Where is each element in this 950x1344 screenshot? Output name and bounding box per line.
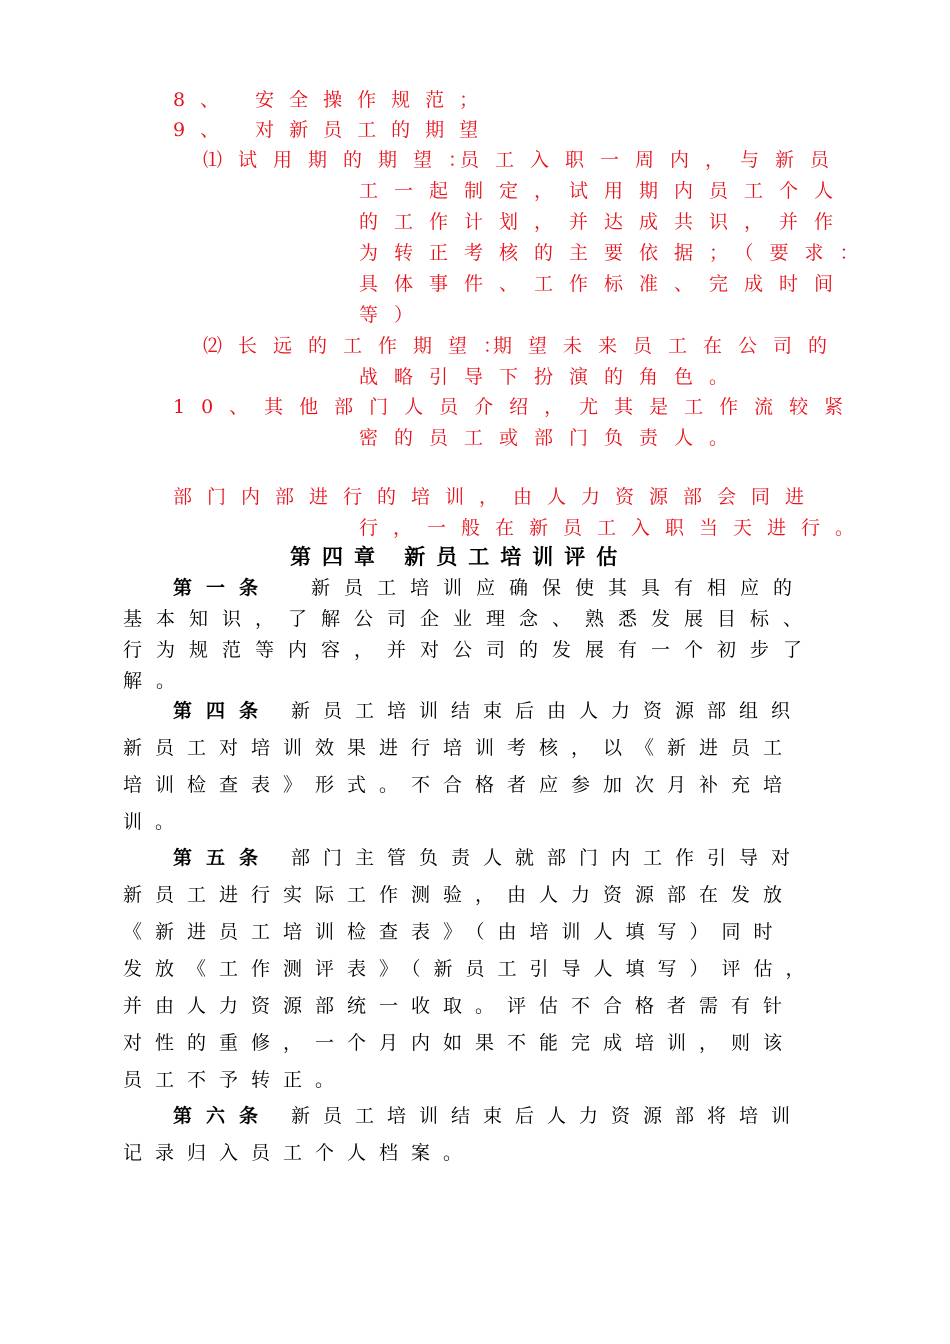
article-1-heading: 第一条 — [173, 577, 273, 599]
training-note-line-1: 行，一般在新员工入职当天进行。 — [359, 517, 870, 539]
sub-item-1-line-3: 为转正考核的主要依据；（要求： — [359, 242, 875, 264]
sub-item-1-line-5: 等） — [359, 304, 430, 326]
article-4-first-line: 新员工培训结束后由人力资源部组织 — [291, 700, 804, 722]
chapter-title: 第四章 新员工培训评估 — [290, 545, 629, 569]
sub-item-2-line-0: 期望未来员工在公司的 — [493, 335, 844, 357]
article-4-heading: 第四条 — [173, 700, 273, 722]
article-5-line-5: 员工不予转正。 — [123, 1069, 348, 1091]
article-5-heading: 第五条 — [173, 847, 273, 869]
sub-item-2-label: ⑵长远的工作期望： — [203, 335, 519, 357]
article-5-line-1: 《新进员工培训检查表》（由培训人填写）同时 — [123, 921, 786, 943]
article-1-line-0: 基本知识，了解公司企业理念、熟悉发展目标、 — [123, 608, 817, 630]
list-item-8: 8、 安全操作规范； — [173, 89, 494, 111]
list-item-10-line-0: 10、其他部门人员介绍，尤其是工作流较紧 — [173, 396, 860, 418]
article-6-first-line: 新员工培训结束后人力资源部将培训 — [291, 1105, 804, 1127]
article-6-line-0: 记录归入员工个人档案。 — [123, 1142, 476, 1164]
article-1-line-2: 解。 — [123, 670, 190, 692]
sub-item-1-line-4: 具体事件、工作标准、完成时间 — [359, 273, 850, 295]
sub-item-1-line-1: 工一起制定，试用期内员工个人 — [359, 180, 850, 202]
article-5-first-line: 部门主管负责人就部门内工作引导对 — [291, 847, 804, 869]
list-item-10-line-1: 密的员工或部门负责人。 — [359, 427, 745, 449]
article-5-line-2: 发放《工作测评表》（新员工引导人填写）评估， — [123, 958, 818, 980]
sub-item-1-line-0: 员工入职一周内，与新员 — [460, 149, 846, 171]
article-4-line-1: 培训检查表》形式。不合格者应参加次月补充培 — [123, 774, 796, 796]
article-6-heading: 第六条 — [173, 1105, 273, 1127]
sub-item-1-label: ⑴试用期的期望： — [203, 149, 484, 171]
training-note-line-0: 部门内部进行的培训，由人力资源部会同进 — [173, 486, 820, 508]
article-1-first-line: 新员工培训应确保使其具有相应的 — [311, 577, 807, 599]
sub-item-1-line-2: 的工作计划，并达成共识，并作 — [359, 211, 850, 233]
list-item-9: 9、 对新员工的期望 — [173, 119, 494, 141]
article-4-line-2: 训。 — [123, 811, 188, 833]
article-5-line-0: 新员工进行实际工作测验，由人力资源部在发放 — [123, 884, 796, 906]
sub-item-2-line-1: 战略引导下扮演的角色。 — [359, 366, 745, 388]
article-4-line-0: 新员工对培训效果进行培训考核，以《新进员工 — [123, 737, 796, 759]
article-1-line-1: 行为规范等内容，并对公司的发展有一个初步了 — [123, 639, 817, 661]
article-5-line-3: 并由人力资源部统一收取。评估不合格者需有针 — [123, 995, 796, 1017]
article-5-line-4: 对性的重修，一个月内如果不能完成培训，则该 — [123, 1032, 796, 1054]
